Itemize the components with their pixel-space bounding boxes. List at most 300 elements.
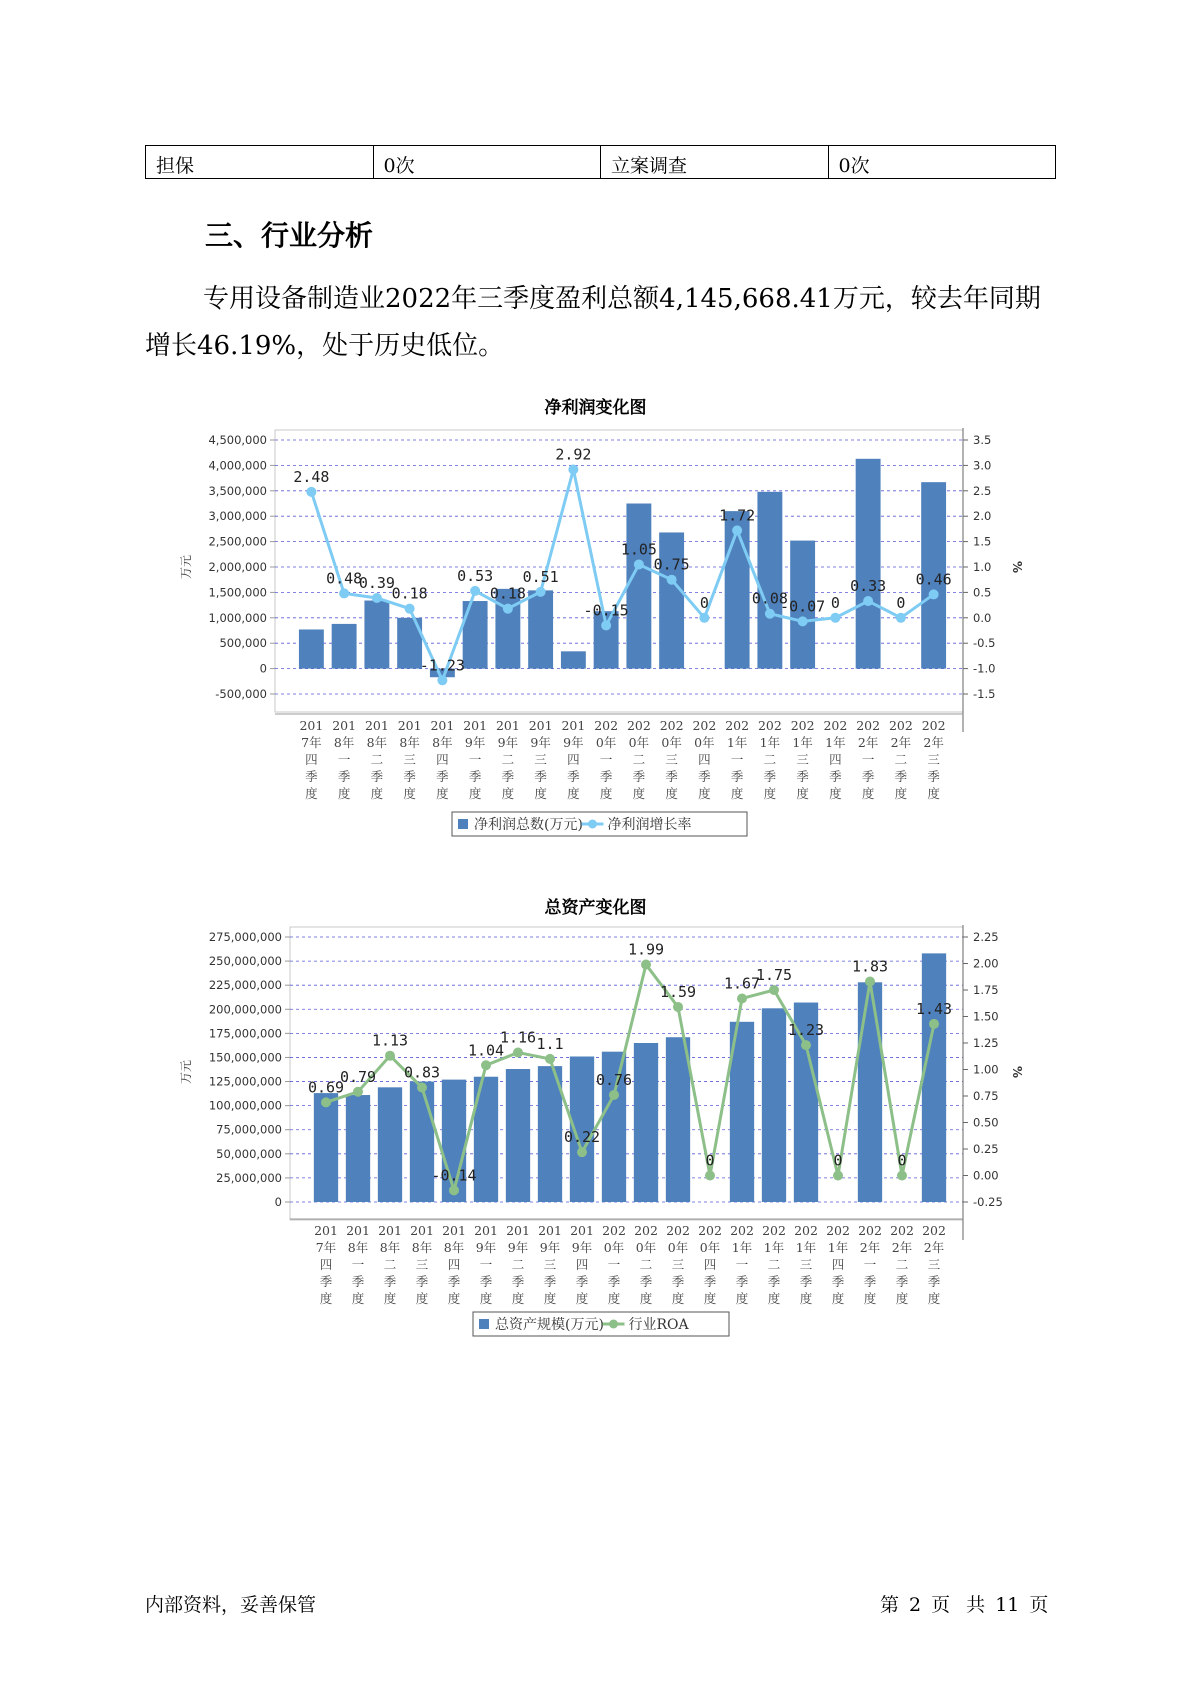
bar xyxy=(666,1037,690,1202)
x-tick-label: 度 xyxy=(370,786,384,801)
section-heading: 三、行业分析 xyxy=(205,219,374,252)
data-label: 0.53 xyxy=(457,566,494,585)
x-tick-label: 202 xyxy=(888,718,913,733)
line-point xyxy=(737,993,747,1003)
x-tick-label: 三 xyxy=(665,752,678,767)
x-tick-label: 三 xyxy=(927,1257,941,1272)
y2-tick-label: 1.50 xyxy=(973,1009,999,1024)
y-axis-unit: 万元 xyxy=(179,554,193,580)
x-tick-label: 202 xyxy=(794,1223,818,1238)
x-tick-label: 四 xyxy=(305,752,318,767)
data-label: 1.16 xyxy=(499,1028,537,1047)
x-tick-label: 0年 xyxy=(595,735,617,750)
page-label: 页 xyxy=(931,1594,951,1616)
y-tick-label: 1,500,000 xyxy=(208,585,267,600)
x-tick-label: 度 xyxy=(861,786,875,801)
x-tick-label: 四 xyxy=(575,1257,589,1272)
x-tick-label: 度 xyxy=(831,1291,845,1306)
total-assets-chart-svg xyxy=(0,892,1191,1352)
y-tick-label: 0 xyxy=(259,661,267,676)
x-tick-label: 一 xyxy=(735,1257,749,1272)
x-tick-label: 四 xyxy=(829,752,842,767)
data-label: 1.83 xyxy=(851,957,889,976)
x-tick-label: 1年 xyxy=(792,735,813,750)
x-tick-label: 一 xyxy=(468,752,482,767)
x-tick-label: 度 xyxy=(735,1291,749,1306)
data-label: 2.92 xyxy=(555,445,592,464)
bar xyxy=(762,1008,786,1202)
x-tick-label: 202 xyxy=(698,1223,722,1238)
x-tick-label: 8年 xyxy=(411,1240,433,1255)
x-tick-label: 201 xyxy=(442,1223,466,1238)
x-tick-label: 度 xyxy=(575,1291,589,1306)
x-tick-label: 201 xyxy=(570,1223,594,1238)
x-tick-label: 201 xyxy=(299,718,324,733)
x-tick-label: 202 xyxy=(602,1223,626,1238)
x-tick-label: 三 xyxy=(927,752,940,767)
line-point xyxy=(321,1097,331,1107)
x-tick-label: 7年 xyxy=(315,1240,337,1255)
x-tick-label: 一 xyxy=(607,1257,621,1272)
y-tick-label: 75,000,000 xyxy=(216,1122,282,1137)
x-tick-label: 201 xyxy=(314,1223,338,1238)
data-label: 0.79 xyxy=(339,1067,377,1086)
x-tick-label: 202 xyxy=(890,1223,914,1238)
bar xyxy=(528,590,553,668)
bar xyxy=(561,651,586,668)
x-tick-label: 季 xyxy=(767,1274,781,1289)
bar xyxy=(364,601,389,669)
x-tick-label: 9年 xyxy=(563,735,584,750)
x-tick-label: 季 xyxy=(799,1274,813,1289)
y2-axis-unit: % xyxy=(1010,1065,1024,1079)
x-tick-label: 季 xyxy=(735,1274,749,1289)
data-label: 0 xyxy=(897,1151,907,1170)
x-tick-label: 201 xyxy=(506,1223,530,1238)
y-tick-label: 2,000,000 xyxy=(208,560,267,574)
x-tick-label: 季 xyxy=(599,769,613,784)
x-tick-label: 一 xyxy=(599,752,613,767)
x-tick-label: 0年 xyxy=(635,1240,657,1255)
x-tick-label: 度 xyxy=(415,1291,429,1306)
x-tick-label: 度 xyxy=(543,1291,557,1306)
line-point xyxy=(339,588,349,598)
x-tick-label: 201 xyxy=(378,1223,402,1238)
x-tick-label: 0年 xyxy=(694,735,715,750)
data-label: 0.46 xyxy=(915,570,952,589)
x-tick-label: 度 xyxy=(305,786,318,801)
y-tick-label: 50,000,000 xyxy=(216,1146,282,1161)
legend-label: 净利润增长率 xyxy=(607,817,692,833)
y-tick-label: 4,000,000 xyxy=(208,458,267,473)
line-point xyxy=(545,1054,555,1064)
x-tick-label: 一 xyxy=(337,752,351,767)
x-tick-label: 季 xyxy=(575,1274,589,1289)
x-tick-label: 季 xyxy=(607,1274,621,1289)
x-tick-label: 8年 xyxy=(399,735,420,750)
x-tick-label: 202 xyxy=(666,1223,690,1238)
x-tick-label: 0年 xyxy=(603,1240,625,1255)
line-point xyxy=(306,487,316,497)
x-tick-label: 度 xyxy=(534,786,547,801)
x-tick-label: 0年 xyxy=(667,1240,689,1255)
x-tick-label: 度 xyxy=(763,786,777,801)
x-tick-label: 度 xyxy=(511,1291,525,1306)
line-point xyxy=(437,675,447,685)
y2-tick-label: 1.0 xyxy=(973,560,992,574)
data-label: 1.67 xyxy=(723,974,761,993)
footer-confidential: 内部资料，妥善保管 xyxy=(145,1594,317,1616)
y2-tick-label: 0.5 xyxy=(973,585,992,600)
legend-swatch-bar xyxy=(479,1319,489,1329)
x-tick-label: 202 xyxy=(858,1223,882,1238)
x-tick-label: 202 xyxy=(921,718,946,733)
line-point xyxy=(896,613,906,623)
x-tick-label: 季 xyxy=(927,769,940,784)
data-label: 0.08 xyxy=(751,589,788,608)
bar xyxy=(378,1087,402,1202)
line-point xyxy=(830,613,840,623)
table-cell: 立案调查 xyxy=(601,146,829,179)
data-label: 0.51 xyxy=(522,567,559,586)
x-tick-label: 度 xyxy=(479,1291,493,1306)
y-tick-label: 250,000,000 xyxy=(208,954,282,969)
x-tick-label: 2年 xyxy=(923,735,944,750)
legend-label: 总资产规模(万元) xyxy=(495,1317,604,1333)
x-tick-label: 三 xyxy=(796,752,809,767)
line-point xyxy=(503,604,513,614)
x-tick-label: 度 xyxy=(468,786,482,801)
x-tick-label: 季 xyxy=(479,1274,493,1289)
data-label: 1.23 xyxy=(787,1021,825,1040)
line-point xyxy=(801,1040,811,1050)
x-tick-label: 二 xyxy=(501,752,515,767)
bar xyxy=(332,624,357,669)
x-tick-label: 0年 xyxy=(699,1240,721,1255)
y2-tick-label: 2.00 xyxy=(973,956,999,971)
x-tick-label: 度 xyxy=(767,1291,781,1306)
x-tick-label: 202 xyxy=(725,718,750,733)
x-tick-label: 季 xyxy=(895,1274,909,1289)
x-tick-label: 季 xyxy=(763,769,777,784)
data-label: 2.48 xyxy=(293,467,330,486)
x-tick-label: 一 xyxy=(863,1257,877,1272)
x-tick-label: 202 xyxy=(823,718,848,733)
y2-axis-unit: % xyxy=(1010,560,1024,574)
line-point xyxy=(673,1002,683,1012)
x-tick-label: 度 xyxy=(383,1291,397,1306)
x-tick-label: 度 xyxy=(796,786,809,801)
x-tick-label: 201 xyxy=(364,718,389,733)
y2-tick-label: 0.50 xyxy=(973,1115,999,1130)
page-current: 2 xyxy=(909,1594,922,1616)
x-tick-label: 8年 xyxy=(379,1240,401,1255)
x-tick-label: 202 xyxy=(659,718,684,733)
x-tick-label: 三 xyxy=(534,752,547,767)
page-total: 11 xyxy=(995,1594,1020,1616)
table-cell: 0次 xyxy=(373,146,601,179)
x-tick-label: 度 xyxy=(894,786,908,801)
x-tick-label: 度 xyxy=(337,786,351,801)
data-label: 1.99 xyxy=(627,940,665,959)
bar xyxy=(314,1093,338,1202)
total-assets-chart xyxy=(0,892,1191,1352)
x-tick-label: 202 xyxy=(757,718,782,733)
y-tick-label: 25,000,000 xyxy=(216,1170,282,1185)
table-row xyxy=(146,146,1056,179)
y-tick-label: 200,000,000 xyxy=(208,1002,282,1017)
x-tick-label: 7年 xyxy=(301,735,322,750)
bar xyxy=(659,532,684,668)
line-point xyxy=(353,1087,363,1097)
x-tick-label: 度 xyxy=(403,786,416,801)
net-profit-chart-svg xyxy=(0,392,1191,852)
y2-tick-label: -1.5 xyxy=(973,687,996,701)
bar xyxy=(299,629,324,668)
x-tick-label: 三 xyxy=(403,752,416,767)
x-tick-label: 度 xyxy=(698,786,711,801)
y-tick-label: 3,000,000 xyxy=(208,509,267,524)
x-tick-label: 度 xyxy=(567,786,580,801)
x-tick-label: 202 xyxy=(856,718,881,733)
x-tick-label: 度 xyxy=(671,1291,685,1306)
x-tick-label: 202 xyxy=(922,1223,946,1238)
data-label: 0.76 xyxy=(595,1070,633,1089)
y2-tick-label: 1.5 xyxy=(973,534,992,549)
x-tick-label: 一 xyxy=(861,752,875,767)
x-tick-label: 202 xyxy=(626,718,651,733)
data-label: -0.14 xyxy=(431,1166,477,1185)
y2-tick-label: 1.00 xyxy=(973,1062,999,1077)
x-tick-label: 四 xyxy=(698,752,711,767)
bar xyxy=(506,1069,530,1202)
y2-tick-label: 0.75 xyxy=(973,1089,999,1103)
x-tick-label: 度 xyxy=(895,1291,909,1306)
line-point xyxy=(470,586,480,596)
x-tick-label: 季 xyxy=(447,1274,461,1289)
x-tick-label: 9年 xyxy=(530,735,551,750)
line-point xyxy=(577,1147,587,1157)
bar xyxy=(757,492,782,669)
data-label: 1.13 xyxy=(371,1031,409,1050)
x-tick-label: 季 xyxy=(383,1274,397,1289)
x-tick-label: 度 xyxy=(799,1291,813,1306)
x-tick-label: 度 xyxy=(501,786,515,801)
x-tick-label: 度 xyxy=(863,1291,877,1306)
x-tick-label: 季 xyxy=(415,1274,429,1289)
data-label: 1.1 xyxy=(536,1034,564,1053)
x-tick-label: 9年 xyxy=(475,1240,497,1255)
x-tick-label: 季 xyxy=(305,769,318,784)
x-tick-label: 201 xyxy=(495,718,520,733)
y2-tick-label: 1.25 xyxy=(973,1036,999,1050)
x-tick-label: 季 xyxy=(370,769,384,784)
x-tick-label: 201 xyxy=(410,1223,434,1238)
x-tick-label: 2年 xyxy=(923,1240,945,1255)
data-label: 0.69 xyxy=(307,1078,345,1097)
line-point xyxy=(732,525,742,535)
x-tick-label: 度 xyxy=(319,1291,333,1306)
line-point xyxy=(372,593,382,603)
y2-tick-label: -0.25 xyxy=(973,1195,1003,1209)
data-label: 1.75 xyxy=(755,966,793,984)
legend-label: 行业ROA xyxy=(628,1317,689,1333)
bar xyxy=(856,459,881,669)
x-tick-label: 度 xyxy=(447,1291,461,1306)
line-point xyxy=(641,960,651,970)
x-tick-label: 二 xyxy=(763,752,777,767)
x-tick-label: 2年 xyxy=(857,735,879,750)
x-tick-label: 1年 xyxy=(759,735,781,750)
line-point xyxy=(769,985,779,995)
analysis-paragraph: 专用设备制造业2022年三季度盈利总额4,145,668.41万元，较去年同期增长46.19%，处于历史低位。 xyxy=(145,284,1041,361)
y-tick-label: -500,000 xyxy=(215,687,267,701)
x-tick-label: 季 xyxy=(863,1274,877,1289)
x-tick-label: 8年 xyxy=(432,735,453,750)
bar xyxy=(626,504,651,669)
x-tick-label: 202 xyxy=(730,1223,754,1238)
y-tick-label: 175,000,000 xyxy=(208,1026,282,1041)
x-tick-label: 1年 xyxy=(825,735,846,750)
line-point xyxy=(405,604,415,614)
x-tick-label: 度 xyxy=(632,786,646,801)
y-axis-unit: 万元 xyxy=(179,1059,193,1085)
x-tick-label: 9年 xyxy=(571,1240,593,1255)
x-tick-label: 季 xyxy=(639,1274,653,1289)
data-label: -1.23 xyxy=(419,656,465,675)
x-tick-label: 9年 xyxy=(464,735,486,750)
total-label: 页 xyxy=(1029,1594,1049,1616)
line-point xyxy=(667,575,677,585)
x-tick-label: 一 xyxy=(479,1257,493,1272)
x-tick-label: 季 xyxy=(796,769,809,784)
y-tick-label: 275,000,000 xyxy=(208,930,282,944)
line-point xyxy=(705,1171,715,1181)
x-tick-label: 202 xyxy=(762,1223,786,1238)
x-tick-label: 9年 xyxy=(497,735,519,750)
x-tick-label: 201 xyxy=(528,718,553,733)
x-tick-label: 1年 xyxy=(726,735,748,750)
x-tick-label: 季 xyxy=(665,769,678,784)
x-tick-label: 四 xyxy=(831,1257,845,1272)
chart-title: 净利润变化图 xyxy=(544,398,647,418)
x-tick-label: 1年 xyxy=(763,1240,785,1255)
line-point xyxy=(449,1185,459,1195)
x-tick-label: 9年 xyxy=(539,1240,561,1255)
x-tick-label: 201 xyxy=(397,718,422,733)
y2-tick-label: 2.25 xyxy=(973,930,999,944)
data-label: 1.43 xyxy=(915,999,953,1018)
x-tick-label: 0年 xyxy=(628,735,650,750)
x-tick-label: 8年 xyxy=(443,1240,465,1255)
data-label: 1.05 xyxy=(620,540,657,559)
x-tick-label: 季 xyxy=(698,769,711,784)
x-tick-label: 季 xyxy=(730,769,744,784)
y-tick-label: 100,000,000 xyxy=(208,1098,282,1113)
x-tick-label: 8年 xyxy=(347,1240,369,1255)
line-point xyxy=(536,587,546,597)
x-tick-label: 季 xyxy=(436,769,449,784)
x-tick-label: 季 xyxy=(543,1274,557,1289)
x-tick-label: 度 xyxy=(730,786,744,801)
x-tick-label: 季 xyxy=(534,769,547,784)
x-tick-label: 季 xyxy=(468,769,482,784)
table-cell: 0次 xyxy=(828,146,1056,179)
x-tick-label: 201 xyxy=(346,1223,370,1238)
x-tick-label: 1年 xyxy=(795,1240,817,1255)
x-tick-label: 8年 xyxy=(333,735,355,750)
x-tick-label: 202 xyxy=(634,1223,658,1238)
x-tick-label: 201 xyxy=(561,718,586,733)
y-tick-label: 225,000,000 xyxy=(208,978,282,993)
table-cell: 担保 xyxy=(146,146,374,179)
line-point xyxy=(385,1051,395,1061)
line-point xyxy=(929,1019,939,1029)
x-tick-label: 三 xyxy=(543,1257,557,1272)
data-label: 0.18 xyxy=(391,584,428,603)
x-tick-label: 二 xyxy=(639,1257,653,1272)
line-point xyxy=(513,1048,523,1058)
x-tick-label: 三 xyxy=(415,1257,429,1272)
x-tick-label: 季 xyxy=(671,1274,685,1289)
x-tick-label: 季 xyxy=(927,1274,941,1289)
x-tick-label: 二 xyxy=(370,752,384,767)
y-tick-label: 3,500,000 xyxy=(208,483,267,498)
line-point xyxy=(481,1060,491,1070)
x-tick-label: 一 xyxy=(730,752,744,767)
x-tick-label: 度 xyxy=(703,1291,717,1306)
line-point xyxy=(699,613,709,623)
x-tick-label: 9年 xyxy=(507,1240,529,1255)
x-tick-label: 三 xyxy=(671,1257,685,1272)
x-tick-label: 四 xyxy=(436,752,449,767)
line-point xyxy=(568,464,578,474)
x-tick-label: 2年 xyxy=(859,1240,881,1255)
x-tick-label: 二 xyxy=(632,752,646,767)
data-label: 0.22 xyxy=(563,1128,601,1147)
x-tick-label: 季 xyxy=(319,1274,333,1289)
x-tick-label: 季 xyxy=(829,769,842,784)
data-label: 1.59 xyxy=(659,982,697,1001)
chart-title: 总资产变化图 xyxy=(544,898,647,918)
x-tick-label: 二 xyxy=(895,1257,909,1272)
data-label: 0.39 xyxy=(358,573,395,592)
y-tick-label: 2,500,000 xyxy=(208,534,267,549)
x-tick-label: 202 xyxy=(826,1223,850,1238)
line-point xyxy=(601,620,611,630)
x-tick-label: 季 xyxy=(703,1274,717,1289)
x-tick-label: 0年 xyxy=(661,735,682,750)
x-tick-label: 度 xyxy=(607,1291,621,1306)
x-tick-label: 二 xyxy=(767,1257,781,1272)
x-tick-label: 四 xyxy=(703,1257,717,1272)
x-tick-label: 1年 xyxy=(827,1240,849,1255)
bar xyxy=(634,1043,658,1202)
x-tick-label: 度 xyxy=(829,786,842,801)
data-label: 0.18 xyxy=(489,584,526,603)
net-profit-chart xyxy=(0,392,1191,852)
total-label: 共 xyxy=(966,1594,986,1616)
y-tick-label: 4,500,000 xyxy=(208,433,267,447)
x-tick-label: 度 xyxy=(599,786,613,801)
line-point xyxy=(765,609,775,619)
y2-tick-label: 2.5 xyxy=(973,483,992,498)
x-tick-label: 度 xyxy=(639,1291,653,1306)
x-tick-label: 季 xyxy=(337,769,351,784)
y2-tick-label: 0.00 xyxy=(973,1168,999,1183)
y2-tick-label: 0.0 xyxy=(973,610,992,625)
data-label: 0 xyxy=(699,593,709,612)
